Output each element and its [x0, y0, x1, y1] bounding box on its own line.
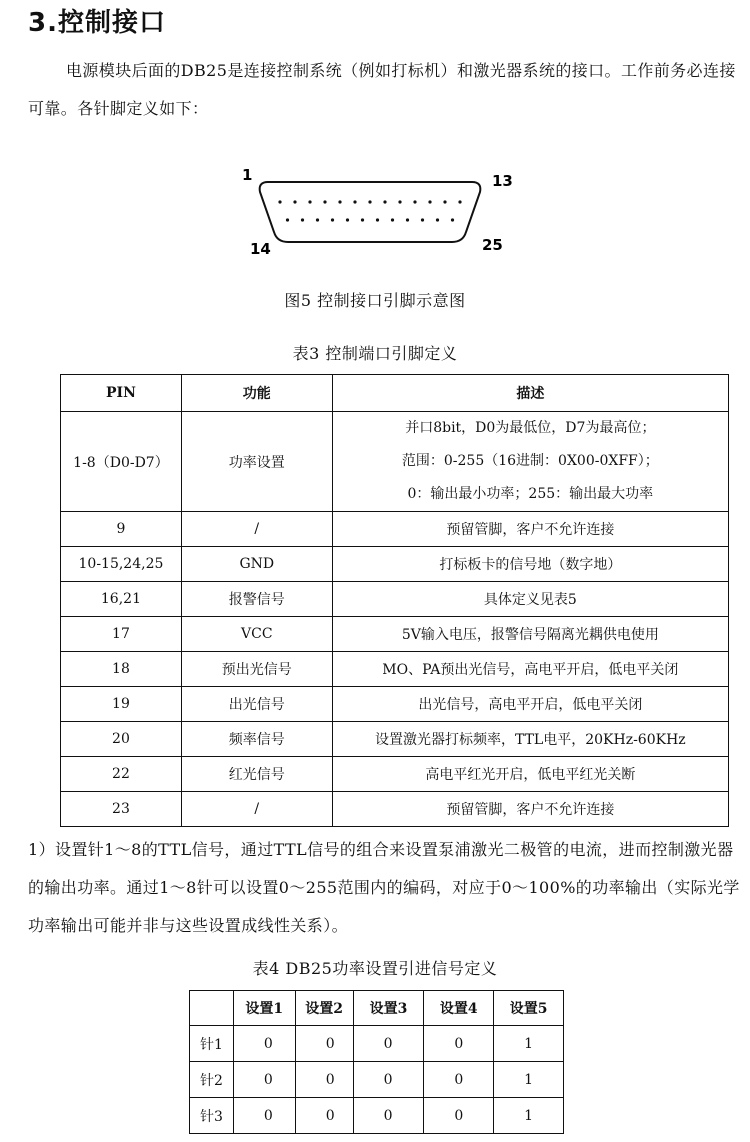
figure-caption: 图5 控制接口引脚示意图 [284, 291, 466, 310]
pin-dot [286, 218, 289, 221]
pin-cell: 针3 [190, 1098, 234, 1134]
pin-dots [278, 200, 461, 221]
description-cell: 出光信号，高电平开启，低电平关闭 [332, 687, 728, 722]
note-paragraph: 1）设置针1～8的TTL信号，通过TTL信号的组合来设置泵浦激光二极管的电流，进而控制激光器的输出功率。通过1～8针可以设置0～255范围内的编码，对应于0～100%的功率输出（实际光学功率输出可能并非与这些设置成线性关系）。 [28, 840, 740, 935]
pin-dot [368, 200, 371, 203]
table-row [190, 1098, 564, 1134]
pin-dot [451, 218, 454, 221]
table-row [61, 687, 729, 722]
header-pin: PIN [61, 375, 182, 412]
pin-cell: 针2 [190, 1062, 234, 1098]
pin-dot [308, 200, 311, 203]
function-cell: 预出光信号 [181, 652, 332, 687]
power-setting-table [189, 990, 564, 1134]
table-row [61, 617, 729, 652]
header-setting: 设置4 [424, 991, 494, 1026]
header-setting: 设置1 [233, 991, 295, 1026]
function-cell: GND [181, 547, 332, 582]
header-description: 描述 [332, 375, 728, 412]
description-cell: 预留管脚，客户不允许连接 [332, 792, 728, 827]
header-setting: 设置5 [494, 991, 564, 1026]
section-heading: 3.控制接口 [28, 8, 166, 38]
header-function: 功能 [181, 375, 332, 412]
pin-label-14: 14 [250, 240, 271, 258]
table-header-row [190, 991, 564, 1026]
value-cell: 0 [424, 1098, 494, 1134]
table3-caption: 表3 控制端口引脚定义 [292, 344, 458, 363]
pin-dot [316, 218, 319, 221]
pin-dot [293, 200, 296, 203]
description-cell: 高电平红光开启，低电平红光关断 [332, 757, 728, 792]
value-cell: 0 [424, 1026, 494, 1062]
value-cell: 0 [353, 1026, 424, 1062]
pin-dot [331, 218, 334, 221]
pin-dot [391, 218, 394, 221]
pin-cell: 17 [61, 617, 182, 652]
pin-dot [383, 200, 386, 203]
pin-cell: 20 [61, 722, 182, 757]
description-cell: 5V输入电压，报警信号隔离光耦供电使用 [332, 617, 728, 652]
pin-dot [443, 200, 446, 203]
pin-dot [323, 200, 326, 203]
pin-cell: 23 [61, 792, 182, 827]
function-cell: 出光信号 [181, 687, 332, 722]
value-cell: 0 [424, 1062, 494, 1098]
pin-cell: 16,21 [61, 582, 182, 617]
value-cell: 1 [494, 1062, 564, 1098]
db25-connector-diagram [230, 158, 530, 258]
pin-definition-table [60, 374, 729, 827]
value-cell: 0 [353, 1062, 424, 1098]
pin-dot [398, 200, 401, 203]
connector-outline [260, 182, 481, 242]
value-cell: 0 [233, 1062, 295, 1098]
pin-label-25: 25 [482, 236, 503, 254]
pin-dot [413, 200, 416, 203]
table-row [61, 722, 729, 757]
function-cell: / [181, 512, 332, 547]
table4-caption: 表4 DB25功率设置引进信号定义 [252, 959, 498, 978]
header-corner [190, 991, 234, 1026]
function-cell: 红光信号 [181, 757, 332, 792]
description-cell: 设置激光器打标频率，TTL电平，20KHz-60KHz [332, 722, 728, 757]
intro-paragraph: 电源模块后面的DB25是连接控制系统（例如打标机）和激光器系统的接口。工作前务必连接可靠。各针脚定义如下： [28, 61, 736, 118]
table-row [61, 412, 729, 512]
pin-dot [458, 200, 461, 203]
header-setting: 设置3 [353, 991, 424, 1026]
table-row [61, 512, 729, 547]
pin-dot [346, 218, 349, 221]
pin-cell: 9 [61, 512, 182, 547]
pin-dot [376, 218, 379, 221]
pin-cell: 18 [61, 652, 182, 687]
description-cell: MO、PA预出光信号，高电平开启，低电平关闭 [332, 652, 728, 687]
header-setting: 设置2 [295, 991, 353, 1026]
table-header-row [61, 375, 729, 412]
function-cell: 报警信号 [181, 582, 332, 617]
description-cell: 打标板卡的信号地（数字地） [332, 547, 728, 582]
description-cell [332, 412, 728, 512]
description-line: 并口8bit，D0为最低位，D7为最高位； [405, 420, 656, 436]
value-cell: 0 [233, 1026, 295, 1062]
value-cell: 0 [295, 1026, 353, 1062]
value-cell: 0 [233, 1098, 295, 1134]
pin-dot [278, 200, 281, 203]
pin-dot [436, 218, 439, 221]
value-cell: 0 [295, 1098, 353, 1134]
pin-cell: 1-8（D0-D7） [61, 412, 182, 512]
value-cell: 1 [494, 1026, 564, 1062]
pin-dot [338, 200, 341, 203]
table-row [61, 757, 729, 792]
pin-dot [353, 200, 356, 203]
value-cell: 1 [494, 1098, 564, 1134]
pin-dot [406, 218, 409, 221]
table-row [61, 652, 729, 687]
description-line: 范围：0-255（16进制：0X00-0XFF）； [401, 453, 659, 469]
value-cell: 0 [295, 1062, 353, 1098]
table-row [61, 547, 729, 582]
table-row [61, 792, 729, 827]
pin-label-13: 13 [492, 172, 513, 190]
function-cell: 频率信号 [181, 722, 332, 757]
pin-cell: 19 [61, 687, 182, 722]
pin-dot [421, 218, 424, 221]
pin-cell: 针1 [190, 1026, 234, 1062]
value-cell: 0 [353, 1098, 424, 1134]
table-row [61, 582, 729, 617]
description-cell: 预留管脚，客户不允许连接 [332, 512, 728, 547]
pin-dot [361, 218, 364, 221]
function-cell: VCC [181, 617, 332, 652]
description-cell: 具体定义见表5 [332, 582, 728, 617]
table-row [190, 1062, 564, 1098]
table-row [190, 1026, 564, 1062]
pin-cell: 22 [61, 757, 182, 792]
pin-cell: 10-15,24,25 [61, 547, 182, 582]
pin-label-1: 1 [242, 166, 253, 184]
pin-dot [428, 200, 431, 203]
description-line: 0：输出最小功率；255：输出最大功率 [407, 486, 654, 502]
pin-dot [301, 218, 304, 221]
function-cell: 功率设置 [181, 412, 332, 512]
function-cell: / [181, 792, 332, 827]
